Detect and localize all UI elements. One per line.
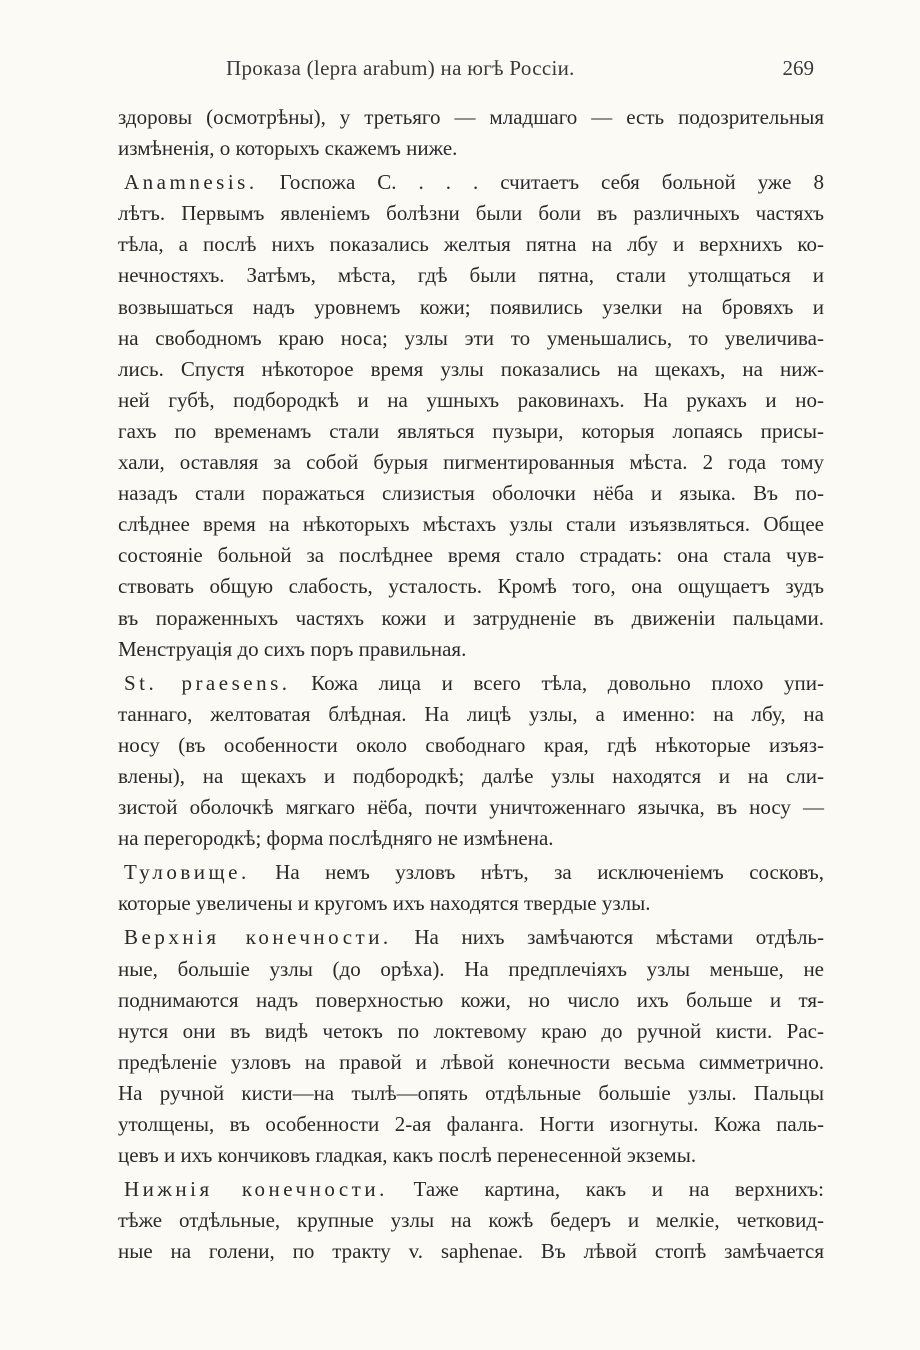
paragraph-trunk — [118, 857, 824, 919]
text-line: нутся они въ видѣ четокъ по локтевому краю до ручной кисти. Рас- — [118, 1018, 824, 1043]
text-line: ные, большіе узлы (до орѣха). На предплечіяхъ узлы меньше, не — [118, 956, 824, 981]
text-segment: Таже картина, какъ и на верхнихъ: — [387, 1177, 824, 1202]
text-segment: На нихъ замѣчаются мѣстами отдѣль- — [391, 925, 824, 950]
text-line: гахъ по временамъ стали являться пузыри, которыя лопаясь присы- — [118, 418, 824, 443]
section-lead: Верхнія конечности. — [124, 925, 392, 950]
text-line: Менструація до сихъ поръ правильная. — [118, 636, 467, 661]
text-line: таннаго, желтоватая блѣдная. На лицѣ узлы, а именно: на лбу, на — [118, 701, 824, 726]
paragraph-lower-limbs — [118, 1174, 824, 1267]
text-segment: Кожа лица и всего тѣла, довольно плохо упи- — [290, 670, 824, 695]
text-segment: На немъ узловъ нѣтъ, за исключеніемъ сосковъ, — [249, 860, 824, 885]
text-line: На ручной кисти—на тылѣ—опять отдѣльные большіе узлы. Пальцы — [118, 1080, 824, 1105]
text-line — [118, 857, 824, 888]
text-line: лѣтъ. Первымъ явленіемъ болѣзни были боли въ различныхъ частяхъ — [118, 201, 824, 226]
section-lead: St. praesens. — [124, 670, 291, 695]
document-page — [118, 0, 824, 1350]
paragraph-status-praesens — [118, 668, 824, 855]
text-line: здоровы (осмотрѣны), у третьяго — младшаго — есть подозрительныя — [118, 105, 824, 129]
text-line: зистой оболочкѣ мягкаго нёба, почти уничтоженнаго язычка, въ носу — — [118, 795, 824, 820]
text-line: хали, оставляя за собой бурыя пигментированныя мѣста. 2 года тому — [118, 450, 824, 475]
text-line: ствовать общую слабость, усталость. Кромѣ того, она ощущаетъ зудъ — [118, 574, 824, 599]
text-segment: Госпожа С. . . . считаетъ себя больной уже 8 — [257, 170, 824, 195]
text-line: влены), на щекахъ и подбородкѣ; далѣе узлы находятся и на сли- — [118, 763, 824, 788]
text-line: ней губѣ, подбородкѣ и на ушныхъ раковинахъ. На рукахъ и но- — [118, 387, 824, 412]
page-number: 269 — [782, 56, 814, 80]
running-title: Проказа (lepra arabum) на югѣ Россіи. — [226, 56, 575, 80]
paragraph-continuation — [118, 102, 824, 164]
text-line — [118, 668, 824, 699]
text-line: поднимаются надъ поверхностью кожи, но число ихъ больше и тя- — [118, 987, 824, 1012]
text-line — [118, 1174, 824, 1205]
text-line: тѣла, а послѣ нихъ показались желтыя пятна на лбу и верхнихъ ко- — [118, 232, 824, 257]
text-line: утолщены, въ особенности 2-ая фаланга. Ногти изогнуты. Кожа паль- — [118, 1112, 824, 1136]
text-line: носу (въ особенности около свободнаго края, гдѣ нѣкоторые изъяз- — [118, 732, 824, 757]
paragraph-upper-limbs — [118, 922, 824, 1171]
section-lead: Туловище. — [124, 860, 250, 885]
text-line: цевъ и ихъ кончиковъ гладкая, какъ послѣ перенесенной экземы. — [118, 1143, 697, 1168]
text-line: слѣднее время на нѣкоторыхъ мѣстахъ узлы стали изъязвляться. Общее — [118, 512, 824, 537]
text-line: на свободномъ краю носа; узлы эти то уменьшались, то увеличива- — [118, 325, 824, 350]
text-line — [118, 922, 824, 953]
text-line: состояніе больной за послѣднее время стало страдать: она стала чув- — [118, 543, 824, 568]
text-line: возвышаться надъ уровнемъ кожи; появились узелки на бровяхъ и — [118, 294, 824, 319]
text-line: измѣненія, о которыхъ скажемъ ниже. — [118, 136, 458, 161]
text-line: предѣленіе узловъ на правой и лѣвой конечности весьма симметрично. — [118, 1049, 824, 1074]
section-lead: Нижнія конечности. — [124, 1177, 388, 1202]
text-line: которые увеличены и кругомъ ихъ находятся твердые узлы. — [118, 891, 651, 916]
text-line: нечностяхъ. Затѣмъ, мѣста, гдѣ были пятна, стали утолщаться и — [118, 263, 824, 288]
section-lead: Anamnesis. — [124, 170, 258, 195]
text-line: тѣже отдѣльные, крупные узлы на кожѣ бедеръ и мелкіе, четковид- — [118, 1208, 824, 1233]
text-line: назадъ стали поражаться слизистыя оболочки нёба и языка. Въ по- — [118, 481, 824, 506]
text-line: ные на голени, по тракту v. saphenae. Въ лѣвой стопѣ замѣчается — [118, 1239, 824, 1264]
body-text — [118, 102, 824, 1267]
text-line: въ пораженныхъ частяхъ кожи и затрудненіе въ движеніи пальцами. — [118, 605, 824, 630]
text-line — [118, 167, 824, 198]
text-line: лись. Спустя нѣкоторое время узлы показались на щекахъ, на ниж- — [118, 356, 824, 381]
paragraph-anamnesis — [118, 167, 824, 665]
running-header — [118, 52, 824, 86]
text-line: на перегородкѣ; форма послѣдняго не измѣнена. — [118, 826, 554, 851]
